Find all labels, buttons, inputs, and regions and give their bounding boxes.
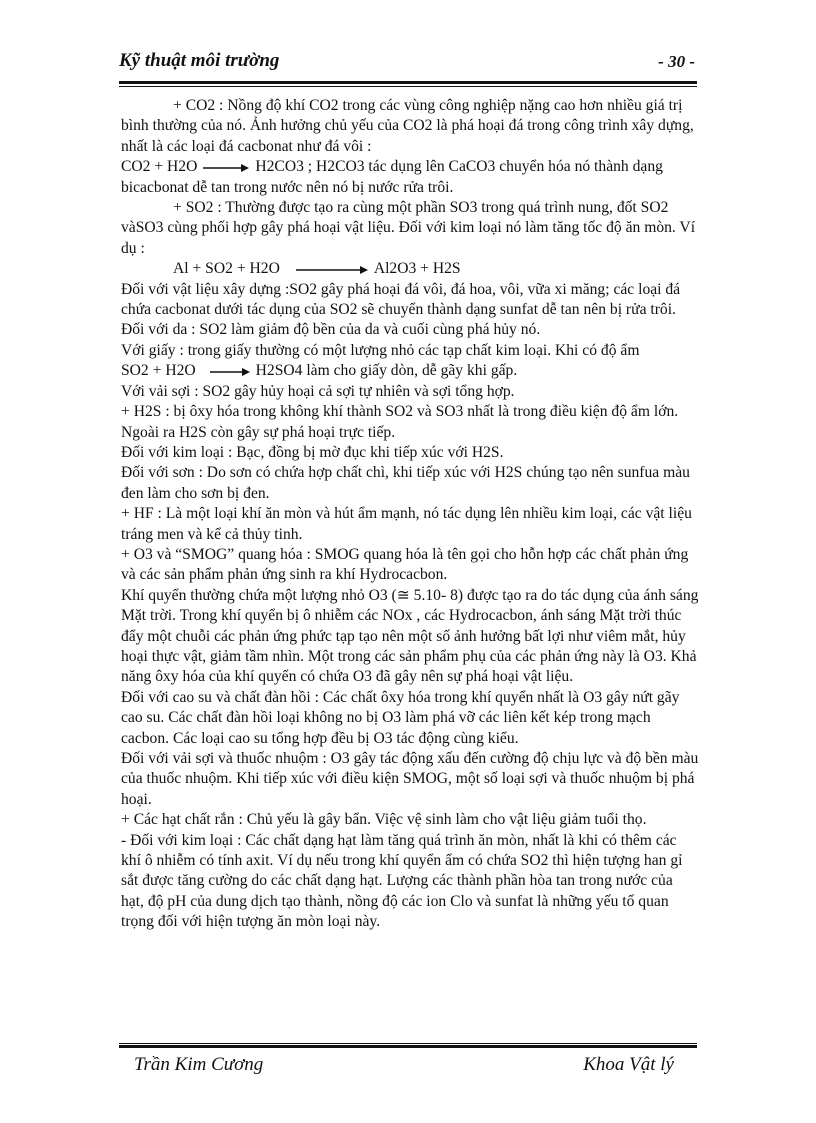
paragraph-co2: + CO2 : Nồng độ khí CO2 trong các vùng công nghiệp nặng cao hơn nhiều giá trị bình thường của nó. Ảnh hưởng chủ yếu của CO2 là phá hoại đá trong công trình xây dựng, nhất là các loại đá cacbonat như đá vôi :	[121, 97, 694, 155]
paragraph-atmosphere: Khí quyển thường chứa một lượng nhỏ O3 (≅ 5.10- 8) được tạo ra do tác dụng của ánh sáng Mặt trời. Trong khí quyển bị ô nhiễm các NOx , các Hydrocacbon, ánh sáng Mặt trời thúc đẩy một chuỗi các phản ứng phức tạp tạo nên một số ảnh hưởng bất lợi như viêm mắt, hủy hoại thực vật, giảm tầm nhìn. Một trong các sản phẩm phụ của các phản ứng này là O3. Khả năng ôxy hóa của khí quyển có chứa O3 đã gây nên sự phá hoại vật liệu.	[121, 586, 699, 686]
footer-department: Khoa Vật lý	[583, 1054, 674, 1075]
equation-left: Al + SO2 + H2O	[173, 260, 280, 278]
equation-so2	[121, 259, 699, 279]
paragraph-hf: + HF : Là một loại khí ăn mòn và hút ẩm mạnh, nó tác dụng lên nhiều kim loại, các vật liệu tráng men và kể cả thủy tinh.	[121, 505, 692, 543]
page-header	[119, 48, 697, 78]
equation-paper	[121, 361, 699, 381]
paragraph-leather: Đối với da : SO2 làm giảm độ bền của da và cuối cùng phá hủy nó.	[121, 321, 541, 339]
equation-right: H2SO4 làm cho giấy dòn, dễ gãy khi gấp.	[255, 362, 518, 380]
paragraph-o3-smog: + O3 và “SMOG” quang hóa : SMOG quang hóa là tên gọi cho hỗn hợp các chất phản ứng và các sản phẩm phản ứng sinh ra khí Hydrocacbon.	[121, 545, 689, 584]
arrow-right-icon	[296, 265, 368, 275]
footer-author: Trần Kim Cương	[134, 1054, 264, 1075]
paragraph-construction: Đối với vật liệu xây dựng :SO2 gây phá hoại đá vôi, đá hoa, vôi, vữa xi măng; các loại đá chứa cacbonat dưới tác dụng của SO2 sẽ chuyển thành dạng sunfat dễ tan nên bị rửa trôi.	[121, 280, 681, 319]
equation-right: H2CO3 ; H2CO3 tác dụng lên CaCO3 chuyển hóa nó thành dạng bicacbonat dễ tan trong nước nên nó bị nước rửa trôi.	[121, 158, 663, 196]
paragraph-dye: Đối với vải sợi và thuốc nhuộm : O3 gây tác động xấu đến cường độ chịu lực và độ bền màu của thuốc nhuộm. Khi tiếp xúc với điều kiện SMOG, một số loại sợi và thuốc nhuộm bị phá hoại.	[121, 750, 699, 808]
equation-left: CO2 + H2O	[121, 158, 198, 176]
paragraph-fabric: Với vải sợi : SO2 gây hủy hoại cả sợi tự nhiên và sợi tổng hợp.	[121, 382, 515, 400]
paragraph-particles: + Các hạt chất rắn : Chủ yếu là gây bẩn. Việc vệ sinh làm cho vật liệu giảm tuổi thọ.	[121, 811, 647, 829]
arrow-right-icon	[210, 367, 250, 377]
footer-rule	[119, 1043, 697, 1048]
equation-right: Al2O3 + H2S	[373, 260, 461, 278]
paragraph-paint: Đối với sơn : Do sơn có chứa hợp chất chì, khi tiếp xúc với H2S chúng tạo nên sunfua màu đen làm cho sơn bị đen.	[121, 464, 690, 502]
arrow-right-icon	[203, 163, 249, 173]
paragraph-metal-particles: - Đối với kim loại : Các chất dạng hạt làm tăng quá trình ăn mòn, nhất là khi có thêm các khí ô nhiễm có tính axit. Ví dụ nếu trong khí quyển ẩm có chứa SO2 thì hiện tượng han gỉ sắt được tăng cường do các chất dạng hạt. Lượng các thành phần hòa tan trong nước của hạt, độ pH của dung dịch tạo thành, nồng độ các ion Clo và sunfat là những yếu tố quan trọng đối với hiện tượng ăn mòn loại này.	[121, 831, 683, 931]
page-body	[121, 96, 699, 933]
equation-co2	[121, 157, 699, 198]
page-number: - 30 -	[658, 52, 695, 71]
paragraph-metal: Đối với kim loại : Bạc, đồng bị mờ đục khi tiếp xúc với H2S.	[121, 443, 504, 461]
equation-left: SO2 + H2O	[121, 362, 196, 380]
paragraph-rubber: Đối với cao su và chất đàn hồi : Các chất ôxy hóa trong khí quyển nhất là O3 gây nứt gãy cao su. Các chất đàn hồi loại không no bị O3 làm phá vỡ các liên kết kép trong mạch cacbon. Các loại cao su tổng hợp đều bị O3 tác động cùng kiểu.	[121, 688, 680, 747]
header-rule	[119, 81, 697, 87]
paragraph-so2: + SO2 : Thường được tạo ra cùng một phần SO3 trong quá trình nung, đốt SO2 vàSO3 cùng phối hợp gây phá hoại vật liệu. Đối với kim loại nó làm tăng tốc độ ăn mòn. Ví dụ :	[121, 199, 696, 257]
document-title: Kỹ thuật môi trường	[119, 50, 280, 71]
paragraph-paper: Với giấy : trong giấy thường có một lượng nhỏ các tạp chất kim loại. Khi có độ ẩm	[121, 341, 640, 359]
paragraph-h2s: + H2S : bị ôxy hóa trong không khí thành SO2 và SO3 nhất là trong điều kiện độ ẩm lớn. Ngoài ra H2S còn gây sự phá hoại trực tiếp.	[121, 403, 679, 441]
